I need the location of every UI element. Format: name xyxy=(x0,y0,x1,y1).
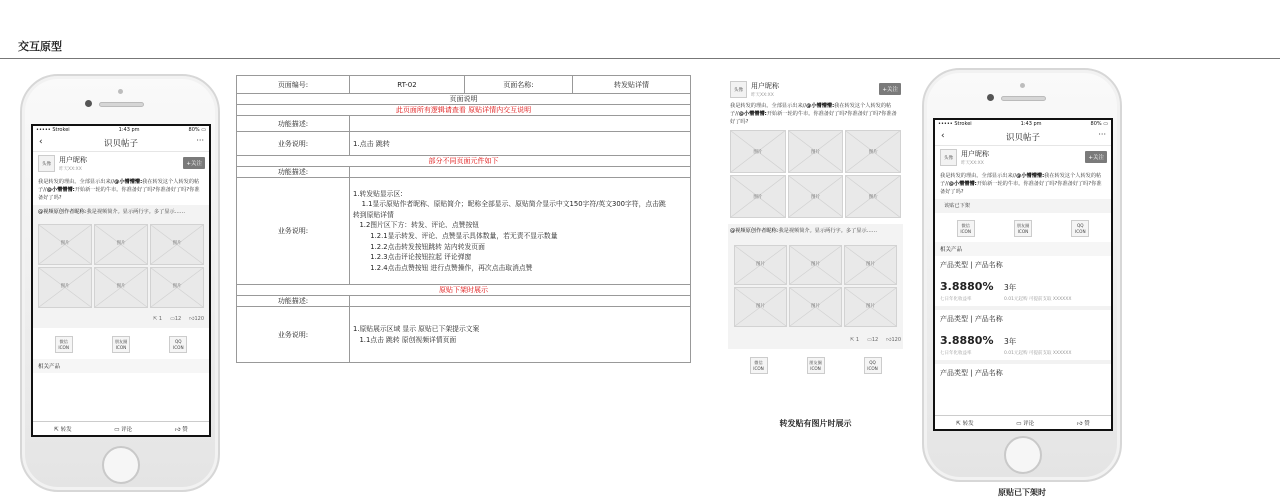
forward-icon: ⇱ xyxy=(153,316,158,323)
forward-tab-label: 转发 xyxy=(60,426,72,433)
image-label: 图片 xyxy=(60,284,70,290)
moments-icon: ICON xyxy=(115,344,127,350)
more-icon[interactable]: ··· xyxy=(1098,130,1106,139)
forward-count-value: 1 xyxy=(855,337,860,344)
avatar[interactable]: 头像 xyxy=(730,81,747,98)
forward-text xyxy=(33,178,209,202)
biz-label: 业务说明: xyxy=(237,178,350,285)
stats-row xyxy=(38,308,204,324)
forward-text xyxy=(728,102,903,126)
image-label: 图片 xyxy=(866,261,875,267)
forward-count-value: 1 xyxy=(158,316,163,323)
removed-notice: 该贴已下架 xyxy=(944,203,970,210)
related-products-header: 相关产品 xyxy=(33,359,209,373)
moments-icon: ICON xyxy=(810,365,821,371)
screen xyxy=(31,124,211,437)
page-title: 识贝帖子 xyxy=(1005,132,1040,143)
user-row xyxy=(728,78,903,102)
user-name[interactable]: 用户昵称 xyxy=(59,156,87,164)
page-name-label: 页面名称: xyxy=(465,76,573,94)
original-post-card[interactable] xyxy=(33,205,209,328)
qq-icon: ICON xyxy=(867,365,878,371)
biz-label: 业务说明: xyxy=(237,132,350,156)
wechat-icon: ICON xyxy=(58,344,69,350)
share-row xyxy=(33,328,209,359)
image-label: 图片 xyxy=(172,284,182,290)
product-card[interactable] xyxy=(935,364,1111,382)
share-wechat-button[interactable] xyxy=(957,220,975,237)
func-value xyxy=(350,116,691,132)
forward-text-part: 开始新一轮的牛市。你准备好了吗?你准备好了吗?你准备好了吗? xyxy=(730,111,897,126)
like-count[interactable] xyxy=(886,337,901,345)
image-label: 图片 xyxy=(810,149,820,155)
product-card[interactable] xyxy=(935,256,1111,310)
forward-text-part: 我在转发这个人转发的帖子// xyxy=(730,103,892,118)
status-bar xyxy=(935,120,1111,128)
share-moments-label: 朋友圈 xyxy=(1016,223,1030,229)
redeem-info: 可提前支取 xyxy=(1028,351,1052,357)
image-placeholder[interactable] xyxy=(789,245,842,285)
original-summary: 我是视频简介。显示两行字。多了显示…… xyxy=(778,228,878,235)
wechat-icon: ICON xyxy=(960,228,971,234)
bottom-action-bar xyxy=(33,421,209,435)
phone-right xyxy=(922,68,1122,482)
product-heading: 产品类型 | 产品名称 xyxy=(940,369,1003,378)
comment-count-value: 12 xyxy=(174,316,182,323)
carrier: ••••• Strokei xyxy=(938,121,972,127)
biz-1: 1.点击 跳转 xyxy=(350,132,691,156)
original-author[interactable]: @视频原创作者昵称: xyxy=(730,228,779,235)
image-label: 图片 xyxy=(753,194,763,200)
min-purchase: 0.01元起购 xyxy=(1004,351,1028,357)
min-purchase: 0.01元起购 xyxy=(1004,297,1028,303)
product-card[interactable] xyxy=(935,310,1111,364)
image-label: 图片 xyxy=(810,194,820,200)
image-label: 图片 xyxy=(753,149,763,155)
image-placeholder[interactable] xyxy=(38,224,92,265)
comment-count[interactable] xyxy=(867,337,878,345)
forward-icon: ⇱ xyxy=(956,420,961,427)
comment-icon: ▭ xyxy=(114,426,120,433)
like-tab[interactable] xyxy=(1077,419,1090,427)
forward-tab-label: 转发 xyxy=(962,420,974,427)
qq-icon: ICON xyxy=(1075,228,1086,234)
image-label: 图片 xyxy=(811,261,820,267)
moments-icon: ICON xyxy=(1017,228,1029,234)
product-heading: 产品类型 | 产品名称 xyxy=(940,261,1003,270)
page-title: 识贝帖子 xyxy=(103,138,138,149)
mention-link[interactable]: @小懵懵懵: xyxy=(46,187,75,194)
share-qq-button[interactable] xyxy=(1071,220,1089,237)
forward-count[interactable] xyxy=(153,316,162,324)
share-wechat-button[interactable] xyxy=(750,357,768,374)
speaker xyxy=(1001,96,1046,101)
wechat-icon: ICON xyxy=(753,365,764,371)
forward-text-part: 开始新一轮的牛市。你准备好了吗?你准备好了吗?你准备好了吗? xyxy=(38,187,200,202)
image-label: 图片 xyxy=(868,194,878,200)
forward-text-part: 我在转发这个人转发的帖子// xyxy=(38,179,200,194)
like-icon: 👍︎ xyxy=(886,337,892,344)
sensor-dot xyxy=(1020,83,1025,88)
home-button[interactable] xyxy=(102,446,140,484)
mention-link[interactable]: @小懵懵懵: xyxy=(806,103,835,109)
mockup-forward-with-images xyxy=(728,78,903,404)
forward-text xyxy=(935,172,1111,196)
mention-link[interactable]: @小懵懵懵: xyxy=(738,111,767,118)
image-grid xyxy=(38,224,204,308)
battery: 80% ▭ xyxy=(1090,121,1108,127)
share-qq-button[interactable] xyxy=(864,357,882,374)
share-qq-button[interactable] xyxy=(169,336,187,353)
forward-image-grid xyxy=(728,130,903,218)
post-time: 昨天XX:XX xyxy=(59,167,82,172)
biz-3: 1.原贴展示区域 显示 原贴已下架提示文案 1.1点击 跳转 原创视频详情页面 xyxy=(350,307,691,363)
rate-label: 七日年化收益率 xyxy=(940,297,972,303)
more-icon[interactable]: ··· xyxy=(196,136,204,145)
forward-text-part: 我在转发这个人转发的帖子// xyxy=(940,173,1102,188)
removed-post-card[interactable] xyxy=(935,199,1111,213)
comment-tab[interactable] xyxy=(1016,419,1034,427)
phone-left xyxy=(20,74,220,492)
share-wechat-button[interactable] xyxy=(55,336,73,353)
product-type: 产品类型 xyxy=(940,261,968,270)
share-moments-label: 朋友圈 xyxy=(114,339,128,345)
user-name[interactable]: 用户昵称 xyxy=(751,82,779,90)
image-placeholder[interactable] xyxy=(94,267,148,308)
like-tab-label: 赞 xyxy=(1084,420,1090,427)
image-label: 图片 xyxy=(116,241,126,247)
share-wechat-label: 微信 xyxy=(961,223,970,229)
follow-button[interactable]: +关注 xyxy=(879,83,901,95)
like-tab[interactable] xyxy=(175,425,188,433)
avatar[interactable]: 头像 xyxy=(940,149,957,166)
user-row xyxy=(33,152,209,178)
product-meta xyxy=(940,296,1106,302)
camera xyxy=(85,100,92,107)
like-icon: 👍︎ xyxy=(1076,420,1083,427)
original-post-card[interactable] xyxy=(728,224,903,349)
share-wechat-label: 微信 xyxy=(754,360,763,366)
share-row xyxy=(728,349,903,382)
image-placeholder[interactable] xyxy=(150,224,204,265)
mention-link[interactable]: @小懵懵懵: xyxy=(114,179,143,185)
share-qq-label: QQ xyxy=(1077,223,1084,229)
battery: 80% ▭ xyxy=(188,127,206,133)
qq-icon: ICON xyxy=(173,344,184,350)
nav-bar xyxy=(33,134,209,152)
image-placeholder[interactable] xyxy=(845,130,901,173)
image-placeholder[interactable] xyxy=(788,130,844,173)
page-no-label: 页面编号: xyxy=(237,76,350,94)
back-icon[interactable]: ‹ xyxy=(941,131,945,141)
image-placeholder[interactable] xyxy=(788,175,844,218)
like-tab-label: 赞 xyxy=(182,426,188,433)
comment-icon: ▭ xyxy=(867,337,872,344)
forward-text-part: 开始新一轮的牛市。你准备好了吗?你准备好了吗?你准备好了吗? xyxy=(940,181,1102,196)
home-button[interactable] xyxy=(1004,436,1042,474)
image-placeholder[interactable] xyxy=(844,245,897,285)
like-icon: 👍︎ xyxy=(189,316,195,323)
extra-info: XXXXXX xyxy=(1052,297,1072,303)
product-term: 3年 xyxy=(1004,337,1017,347)
product-rate: 3.8880% xyxy=(940,280,994,294)
share-wechat-label: 微信 xyxy=(59,339,68,345)
comment-icon: ▭ xyxy=(170,316,175,323)
speaker xyxy=(99,102,144,107)
sensor-dot xyxy=(118,89,123,94)
original-summary: 我是视频简介。显示两行字。多了显示…… xyxy=(86,209,186,216)
func-value xyxy=(350,296,691,307)
related-products-header: 相关产品 xyxy=(935,242,1111,256)
image-placeholder[interactable] xyxy=(845,175,901,218)
image-label: 图片 xyxy=(60,241,70,247)
image-placeholder[interactable] xyxy=(734,245,787,285)
product-rate: 3.8880% xyxy=(940,334,994,348)
forward-tab[interactable] xyxy=(54,425,71,433)
image-placeholder[interactable] xyxy=(94,224,148,265)
original-author[interactable]: @视频原创作者昵称: xyxy=(38,209,87,216)
rate-label: 七日年化收益率 xyxy=(940,351,972,357)
avatar[interactable]: 头像 xyxy=(38,155,55,172)
image-label: 图片 xyxy=(811,303,820,309)
comment-tab-label: 评论 xyxy=(1023,420,1035,427)
bottom-action-bar xyxy=(935,415,1111,429)
product-heading: 产品类型 | 产品名称 xyxy=(940,315,1003,324)
func-value xyxy=(350,167,691,178)
share-moments-label: 朋友圈 xyxy=(809,360,822,366)
share-moments-button[interactable] xyxy=(807,357,825,374)
page-name: 转发贴详情 xyxy=(573,76,691,94)
image-label: 图片 xyxy=(756,303,765,309)
spec-table xyxy=(236,75,691,363)
user-row xyxy=(935,146,1111,172)
screen xyxy=(933,118,1113,431)
mention-link[interactable]: @小懵懵懵: xyxy=(1016,173,1045,179)
notice-logic: 此页面所有逻辑请查看 原贴详情内交互说明 xyxy=(237,105,691,116)
like-count[interactable] xyxy=(189,316,204,324)
clock: 1:43 pm xyxy=(118,127,140,133)
follow-button[interactable]: +关注 xyxy=(1085,151,1107,163)
image-placeholder[interactable] xyxy=(730,130,786,173)
notice-removed: 原贴下架时展示 xyxy=(237,285,691,296)
image-placeholder[interactable] xyxy=(38,267,92,308)
share-qq-label: QQ xyxy=(869,360,876,366)
biz-2: 1.转发贴显示区: 1.1显示原贴作者昵称、原贴简介；昵称全部显示、原贴简介显示中文150字符/英文300字符，点击跳 转到原贴详情 1.2图片区下方：转发、评论、点赞按钮 1.2.1显示转发、评论、点赞显示具体数量，若无责不显示数量 1.2.2点击转发按钮跳转 站内转发页面 1.2.3点击评论按钮拉起 评论弹窗 1.2.4点击点赞按钮 进行点赞操作，再次点击取消点赞 xyxy=(350,178,691,285)
page-no: RT-02 xyxy=(350,76,465,94)
section-divider xyxy=(0,58,1280,59)
forward-reason: 我是转发的理由。全部显示出来// xyxy=(730,103,807,109)
product-type: 产品类型 xyxy=(940,369,968,378)
func-label: 功能描述: xyxy=(237,167,350,178)
product-type: 产品类型 xyxy=(940,315,968,324)
forward-icon: ⇱ xyxy=(850,337,855,344)
image-grid xyxy=(730,245,901,327)
biz-label: 业务说明: xyxy=(237,307,350,363)
desc-header: 页面说明 xyxy=(237,94,691,105)
status-bar xyxy=(33,126,209,134)
user-name[interactable]: 用户昵称 xyxy=(961,150,989,158)
camera xyxy=(987,94,994,101)
func-label: 功能描述: xyxy=(237,296,350,307)
like-icon: 👍︎ xyxy=(174,426,181,433)
like-count-value: 120 xyxy=(194,316,204,323)
comment-tab-label: 评论 xyxy=(121,426,133,433)
image-placeholder[interactable] xyxy=(150,267,204,308)
stats-row xyxy=(730,327,901,345)
forward-tab[interactable] xyxy=(956,419,973,427)
forward-icon: ⇱ xyxy=(54,426,59,433)
image-label: 图片 xyxy=(172,241,182,247)
image-label: 图片 xyxy=(868,149,878,155)
image-placeholder[interactable] xyxy=(734,287,787,327)
like-count-value: 120 xyxy=(891,337,901,344)
comment-icon: ▭ xyxy=(1016,420,1022,427)
share-row xyxy=(935,213,1111,242)
image-label: 图片 xyxy=(756,261,765,267)
image-placeholder[interactable] xyxy=(730,175,786,218)
post-time: 昨天XX:XX xyxy=(751,93,774,98)
forward-reason: 我是转发的理由。全部显示出来// xyxy=(940,173,1017,179)
carrier: ••••• Strokei xyxy=(36,127,70,133)
mention-link[interactable]: @小懵懵懵: xyxy=(948,181,977,188)
product-term: 3年 xyxy=(1004,283,1017,293)
share-moments-button[interactable] xyxy=(1014,220,1032,237)
product-name: 产品名称 xyxy=(974,261,1003,270)
comment-tab[interactable] xyxy=(114,425,132,433)
section-title: 交互原型 xyxy=(18,40,62,53)
post-time: 昨天XX:XX xyxy=(961,161,984,166)
nav-bar xyxy=(935,128,1111,146)
image-label: 图片 xyxy=(116,284,126,290)
share-moments-button[interactable] xyxy=(112,336,130,353)
product-meta xyxy=(940,350,1106,356)
follow-button[interactable]: +关注 xyxy=(183,157,205,169)
share-qq-label: QQ xyxy=(175,339,182,345)
product-name: 产品名称 xyxy=(974,369,1003,378)
notice-elements: 部分不同页面元件如下 xyxy=(237,156,691,167)
extra-info: XXXXXX xyxy=(1052,351,1072,357)
caption-forward-with-images: 转发贴有图片时展示 xyxy=(779,419,852,428)
comment-count-value: 12 xyxy=(871,337,879,344)
product-name: 产品名称 xyxy=(974,315,1003,324)
forward-reason: 我是转发的理由。全部显示出来// xyxy=(38,179,115,185)
image-placeholder[interactable] xyxy=(844,287,897,327)
forward-count[interactable] xyxy=(850,337,859,345)
image-placeholder[interactable] xyxy=(789,287,842,327)
back-icon[interactable]: ‹ xyxy=(39,137,43,147)
comment-count[interactable] xyxy=(170,316,181,324)
image-label: 图片 xyxy=(866,303,875,309)
func-label: 功能描述: xyxy=(237,116,350,132)
clock: 1:43 pm xyxy=(1020,121,1042,127)
redeem-info: 可提前支取 xyxy=(1028,297,1052,303)
caption-original-removed: 原贴已下架时 xyxy=(998,488,1046,497)
